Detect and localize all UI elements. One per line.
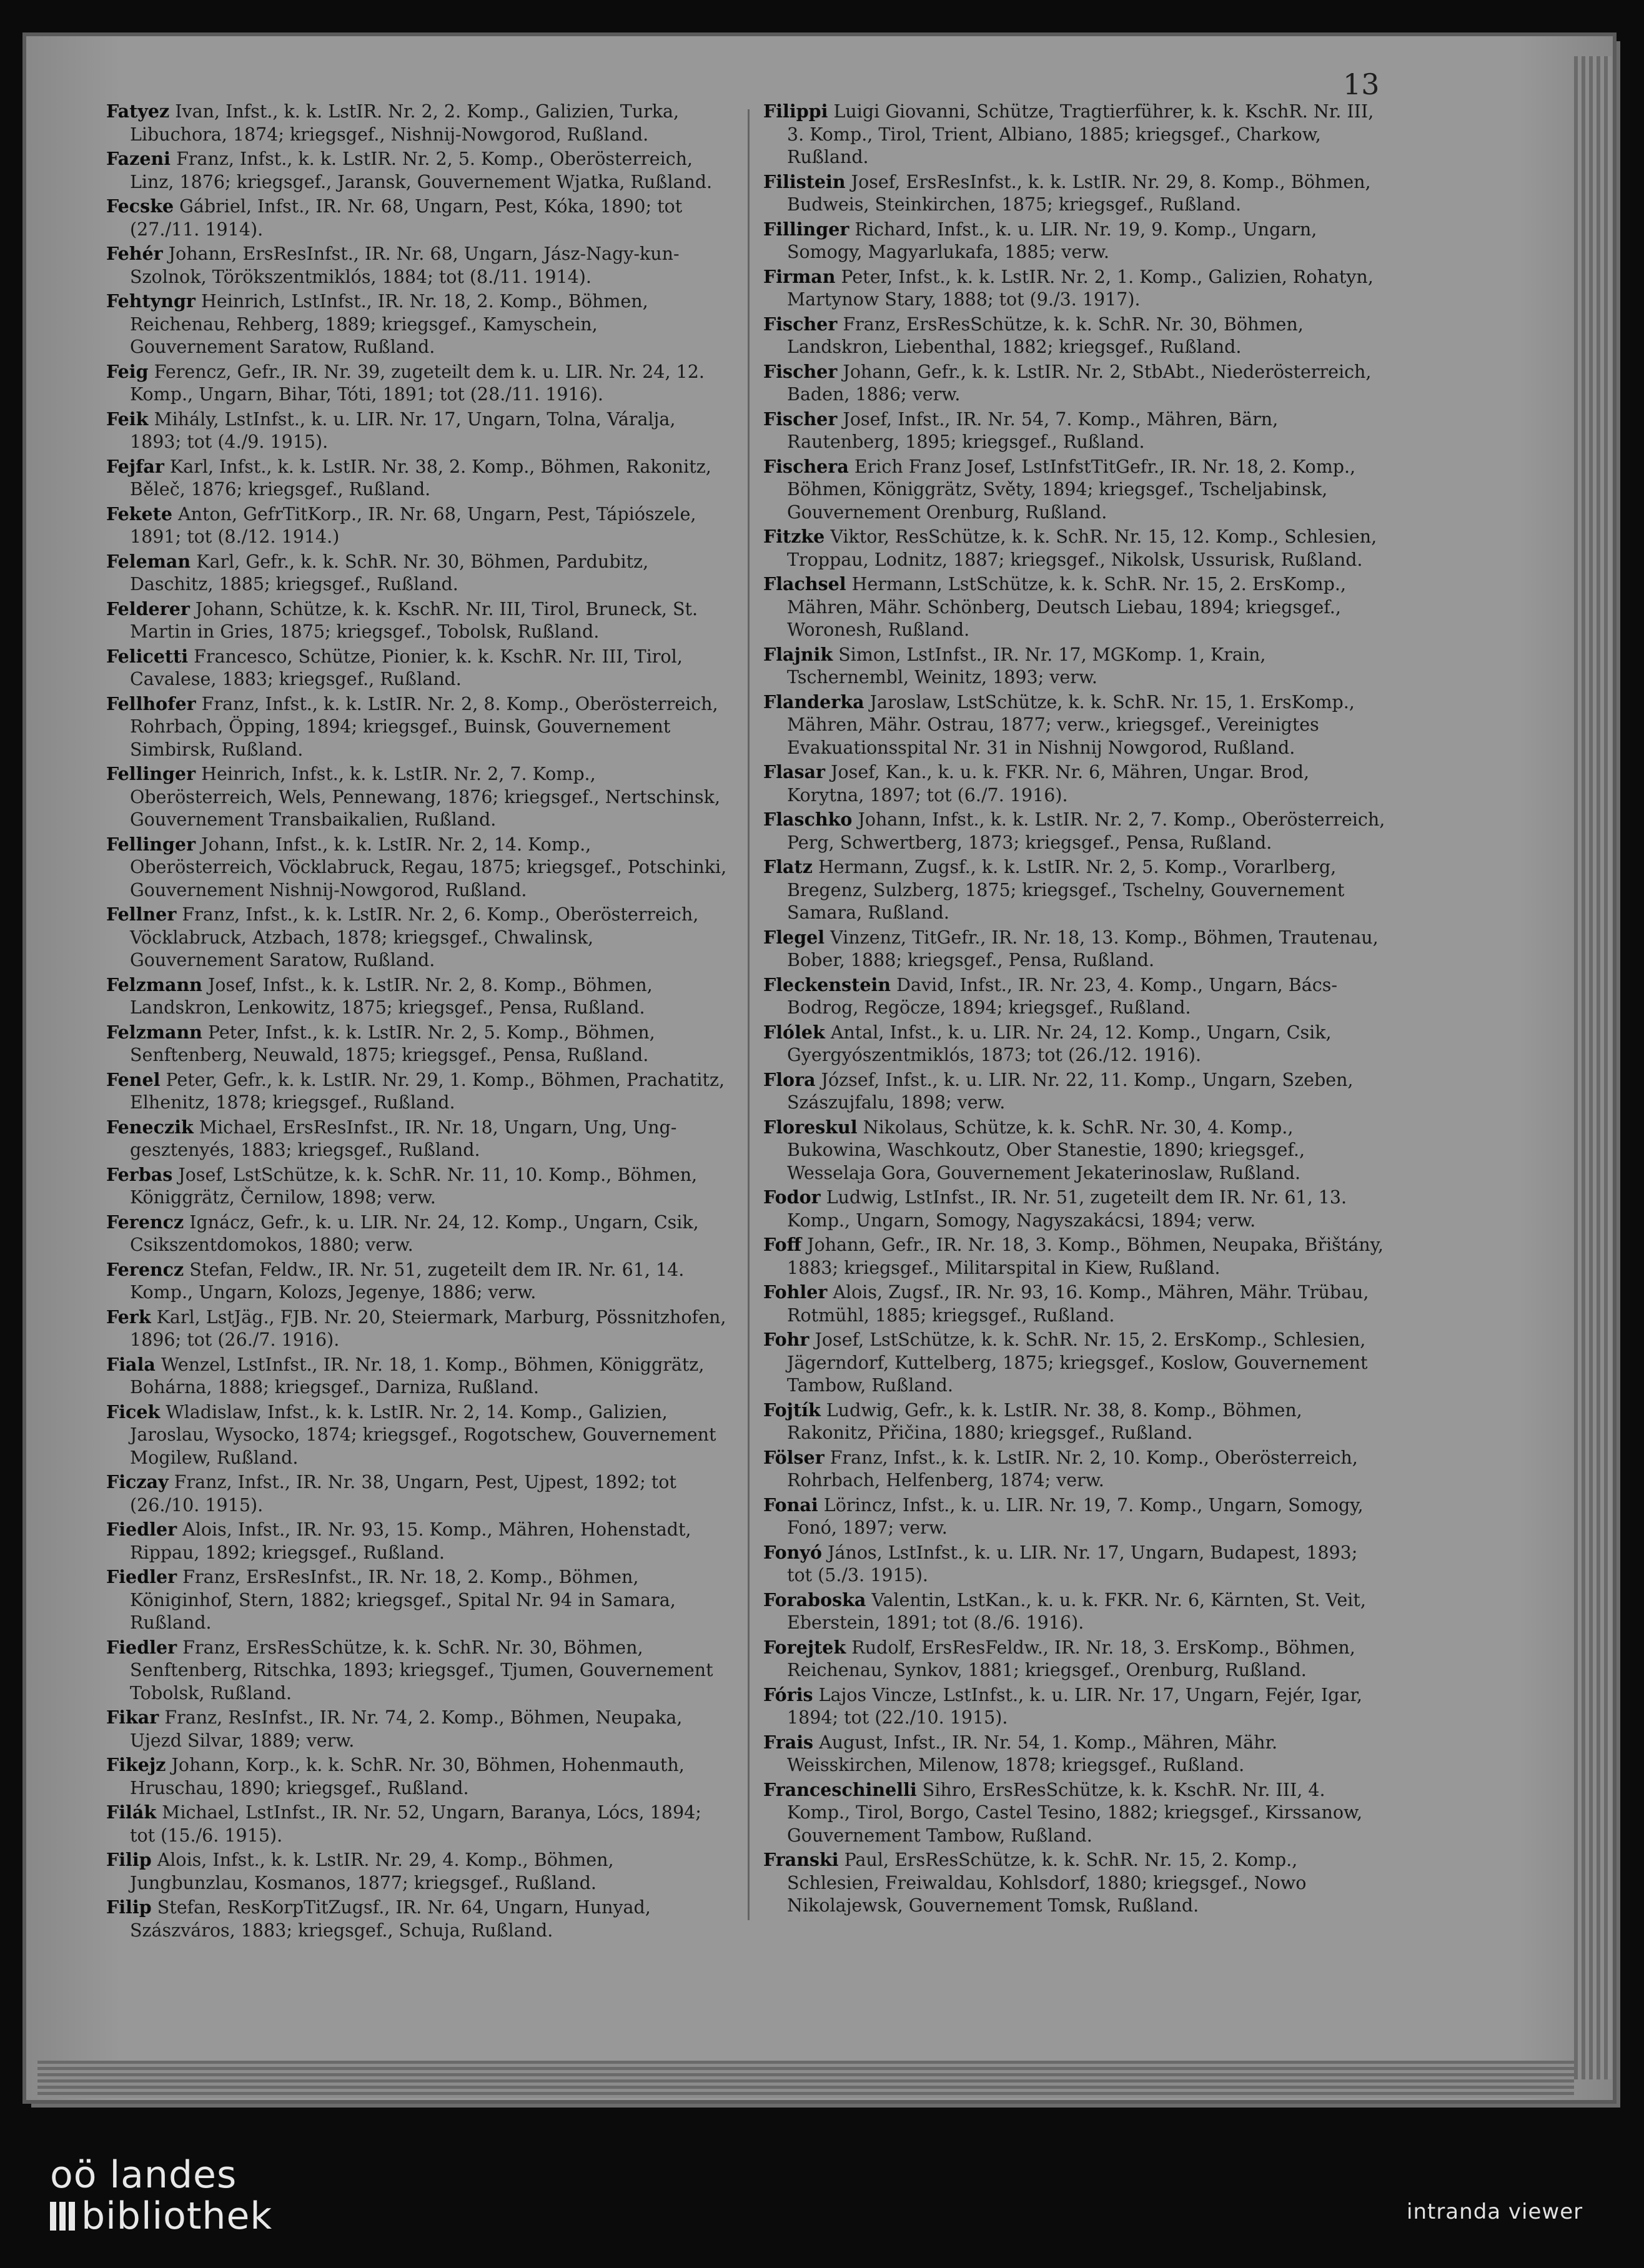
entry-details: Ludwig, LstInfst., IR. Nr. 51, zugeteilt dem IR. Nr. 61, 13. Komp., Ungarn, Somogy, Nagyszakácsi, 1894; verw. xyxy=(787,1187,1347,1231)
register-entry xyxy=(106,242,731,288)
entry-details: Alois, Infst., IR. Nr. 93, 15. Komp., Mähren, Hohenstadt, Rippau, 1892; kriegsgef., Rußland. xyxy=(130,1519,691,1563)
entry-details: Vinzenz, TitGefr., IR. Nr. 18, 13. Komp., Böhmen, Trautenau, Bober, 1888; kriegsgef., Pensa, Rußland. xyxy=(787,927,1379,970)
entry-surname: Fikar xyxy=(106,1707,159,1728)
entry-surname: Filák xyxy=(106,1802,157,1823)
entry-surname: Fischera xyxy=(763,455,849,477)
register-entry xyxy=(106,100,731,146)
entry-details: Franz, Infst., k. k. LstIR. Nr. 2, 6. Komp., Oberösterreich, Vöcklabruck, Atzbach, 1878; kriegsgef., Chwalinsk, Gouvernement Saratow, Rußland. xyxy=(130,904,699,970)
register-entry xyxy=(763,1731,1388,1777)
register-entry xyxy=(106,1801,731,1847)
entry-details: Alois, Zugsf., IR. Nr. 93, 16. Komp., Mähren, Mähr. Trübau, Rotmühl, 1885; kriegsgef., Rußland. xyxy=(787,1282,1369,1326)
register-entry xyxy=(763,1778,1388,1848)
register-entry xyxy=(106,195,731,241)
entry-details: Franz, ErsResInfst., IR. Nr. 18, 2. Komp., Böhmen, Königinhof, Stern, 1882; kriegsgef., Spital Nr. 94 in Samara, Rußland. xyxy=(130,1567,676,1633)
entry-surname: Feneczik xyxy=(106,1116,194,1138)
register-entry xyxy=(106,1353,731,1399)
entry-details: Ignácz, Gefr., k. u. LIR. Nr. 24, 12. Komp., Ungarn, Csik, Csikszentdomokos, 1880; verw. xyxy=(130,1211,699,1255)
register-entry xyxy=(106,1068,731,1115)
page-stack-edge xyxy=(1574,56,1612,2079)
register-entry xyxy=(763,360,1388,407)
entry-surname: Floreskul xyxy=(763,1116,858,1138)
register-entry xyxy=(763,218,1388,264)
entry-details: Sihro, ErsResSchütze, k. k. KschR. Nr. III, 4. Komp., Tirol, Borgo, Castel Tesino, 1882; kriegsgef., Kirssanow, Gouvernement Tambow, Rußland. xyxy=(787,1779,1363,1846)
entry-details: Gábriel, Infst., IR. Nr. 68, Ungarn, Pest, Kóka, 1890; tot (27./11. 1914). xyxy=(130,196,683,240)
entry-surname: Filistein xyxy=(763,170,846,192)
entry-surname: Firman xyxy=(763,265,836,287)
entry-surname: Fölser xyxy=(763,1446,824,1468)
entry-surname: Fohler xyxy=(763,1281,828,1303)
logo-text-line2: bibliothek xyxy=(81,2194,273,2238)
register-entry xyxy=(763,1541,1388,1587)
register-entry xyxy=(106,1896,731,1942)
entry-surname: Franceschinelli xyxy=(763,1778,917,1800)
register-entry xyxy=(763,1684,1388,1730)
entry-details: Johann, Schütze, k. k. KschR. Nr. III, Tirol, Bruneck, St. Martin in Gries, 1875; kriegsgef., Tobolsk, Rußland. xyxy=(130,598,698,642)
entry-surname: Feig xyxy=(106,360,149,382)
entry-surname: Fischer xyxy=(763,408,838,430)
entry-surname: Fiedler xyxy=(106,1636,177,1658)
entry-surname: Fenel xyxy=(106,1068,161,1090)
entry-surname: Fonyó xyxy=(763,1541,822,1563)
register-entry xyxy=(106,1163,731,1210)
entry-surname: Flanderka xyxy=(763,691,864,712)
entry-details: Luigi Giovanni, Schütze, Tragtierführer, k. k. KschR. Nr. III, 3. Komp., Tirol, Trient, Albiano, 1885; kriegsgef., Charkow, Rußland. xyxy=(787,101,1374,167)
viewer-label: intranda viewer xyxy=(1407,2199,1583,2224)
entry-surname: Ficzay xyxy=(106,1471,169,1492)
register-entry xyxy=(763,761,1388,807)
register-entry xyxy=(763,1328,1388,1398)
logo-bars-icon xyxy=(50,2202,75,2231)
left-column xyxy=(106,100,731,1943)
register-entry xyxy=(106,974,731,1020)
entry-details: Lajos Vincze, LstInfst., k. u. LIR. Nr. 17, Ungarn, Fejér, Igar, 1894; tot (22./10. 1915). xyxy=(787,1684,1362,1728)
register-entry xyxy=(763,1186,1388,1232)
logo-text-line2-wrap xyxy=(50,2196,272,2237)
entry-surname: Fiedler xyxy=(106,1519,177,1540)
register-entry xyxy=(763,808,1388,854)
register-entry xyxy=(763,926,1388,972)
register-entry xyxy=(106,833,731,902)
register-entry xyxy=(106,1471,731,1517)
entry-surname: Fehtyngr xyxy=(106,290,196,312)
entry-details: Ferencz, Gefr., IR. Nr. 39, zugeteilt dem k. u. LIR. Nr. 24, 12. Komp., Ungarn, Bihar, Tóti, 1891; tot (28./11. 1916). xyxy=(130,361,705,405)
register-entry xyxy=(106,1306,731,1352)
entry-surname: Fohr xyxy=(763,1329,810,1350)
entry-details: Valentin, LstKan., k. u. k. FKR. Nr. 6, Kärnten, St. Veit, Eberstein, 1891; tot (8./6. 1916). xyxy=(787,1589,1366,1633)
entry-details: Heinrich, Infst., k. k. LstIR. Nr. 2, 7. Komp., Oberösterreich, Wels, Pennewang, 1876; kriegsgef., Nertschinsk, Gouvernement Transbaikalien, Rußland. xyxy=(130,764,721,830)
register-entry xyxy=(763,100,1388,169)
register-entry xyxy=(106,903,731,972)
right-column xyxy=(763,100,1388,1919)
entry-details: Stefan, Feldw., IR. Nr. 51, zugeteilt dem IR. Nr. 61, 14. Komp., Ungarn, Kolozs, Jegenye, 1886; verw. xyxy=(130,1259,685,1303)
page-bottom-edge xyxy=(37,2061,1574,2098)
register-entry xyxy=(763,855,1388,925)
entry-details: Karl, Infst., k. k. LstIR. Nr. 38, 2. Komp., Böhmen, Rakonitz, Běleč, 1876; kriegsgef., Rußland. xyxy=(130,456,711,500)
entry-details: Heinrich, LstInfst., IR. Nr. 18, 2. Komp., Böhmen, Reichenau, Rehberg, 1889; kriegsgef., Kamyschein, Gouvernement Saratow, Rußland. xyxy=(130,291,648,357)
entry-surname: Fellinger xyxy=(106,763,196,784)
entry-surname: Fiedler xyxy=(106,1566,177,1587)
entry-surname: Ferk xyxy=(106,1306,151,1328)
entry-surname: Filippi xyxy=(763,101,828,122)
register-entry xyxy=(763,525,1388,571)
register-entry xyxy=(763,1494,1388,1540)
entry-surname: Felicetti xyxy=(106,645,189,667)
entry-details: Johann, Gefr., IR. Nr. 18, 3. Komp., Böhmen, Neupaka, Břištány, 1883; kriegsgef., Militarspital in Kiew, Rußland. xyxy=(787,1235,1384,1278)
entry-surname: Fonai xyxy=(763,1494,818,1516)
register-entry xyxy=(763,313,1388,359)
entry-details: David, Infst., IR. Nr. 23, 4. Komp., Ungarn, Bács-Bodrog, Regöcze, 1894; kriegsgef., Rußland. xyxy=(787,974,1337,1018)
register-entry xyxy=(106,1116,731,1162)
entry-surname: Frais xyxy=(763,1731,814,1753)
entry-details: Franz, Infst., k. k. LstIR. Nr. 2, 10. Komp., Oberösterreich, Rohrbach, Helfenberg, 1874; verw. xyxy=(787,1447,1358,1491)
register-entry xyxy=(763,455,1388,525)
entry-surname: Fellner xyxy=(106,904,177,925)
entry-details: Paul, ErsResSchütze, k. k. SchR. Nr. 15, 2. Komp., Schlesien, Freiwaldau, Kohlsdorf, 1880; kriegsgef., Nowo Nikolajewsk, Gouvernement Tomsk, Rußland. xyxy=(787,1850,1307,1916)
register-entry xyxy=(106,762,731,832)
entry-details: Viktor, ResSchütze, k. k. SchR. Nr. 15, 12. Komp., Schlesien, Troppau, Lodnitz, 1887; kriegsgef., Nikolsk, Ussurisk, Rußland. xyxy=(787,526,1377,570)
entry-surname: Flólek xyxy=(763,1021,825,1043)
entry-details: Franz, Infst., IR. Nr. 38, Ungarn, Pest, Ujpest, 1892; tot (26./10. 1915). xyxy=(130,1472,676,1516)
logo-text-line1: oö landes xyxy=(50,2153,237,2197)
entry-details: Stefan, ResKorpTitZugsf., IR. Nr. 64, Ungarn, Hunyad, Szászváros, 1883; kriegsgef., Schuja, Rußland. xyxy=(130,1897,651,1941)
entry-surname: Fillinger xyxy=(763,218,849,240)
entry-details: Peter, Infst., k. k. LstIR. Nr. 2, 5. Komp., Böhmen, Senftenberg, Neuwald, 1875; kriegsgef., Pensa, Rußland. xyxy=(130,1022,655,1065)
library-logo[interactable] xyxy=(50,2154,272,2237)
entry-surname: Flaschko xyxy=(763,809,853,830)
entry-surname: Fóris xyxy=(763,1684,813,1705)
entry-details: Josef, LstSchütze, k. k. SchR. Nr. 15, 2. ErsKomp., Schlesien, Jägerndorf, Kuttelberg, 1875; kriegsgef., Koslow, Gouvernement Tambow, Rußland. xyxy=(787,1329,1368,1396)
entry-details: Ludwig, Gefr., k. k. LstIR. Nr. 38, 8. Komp., Böhmen, Rakonitz, Přičina, 1880; kriegsgef., Rußland. xyxy=(787,1399,1302,1443)
register-entry xyxy=(106,645,731,691)
entry-surname: Felzmann xyxy=(106,1021,202,1043)
entry-surname: Fekete xyxy=(106,503,172,525)
entry-surname: Filip xyxy=(106,1849,152,1870)
entry-surname: Fleckenstein xyxy=(763,974,891,995)
entry-details: Francesco, Schütze, Pionier, k. k. KschR. Nr. III, Tirol, Cavalese, 1883; kriegsgef., Rußland. xyxy=(130,646,683,689)
entry-details: Hermann, Zugsf., k. k. LstIR. Nr. 2, 5. Komp., Vorarlberg, Bregenz, Sulzberg, 1875; kriegsgef., Tschelny, Gouvernement Samara, Rußland. xyxy=(787,857,1345,923)
entry-details: Josef, Infst., IR. Nr. 54, 7. Komp., Mähren, Bärn, Rautenberg, 1895; kriegsgef., Rußland. xyxy=(787,408,1279,452)
entry-details: Josef, LstSchütze, k. k. SchR. Nr. 11, 10. Komp., Böhmen, Königgrätz, Černilow, 1898; verw. xyxy=(130,1164,698,1208)
entry-surname: Fatyez xyxy=(106,101,170,122)
entry-surname: Ferbas xyxy=(106,1163,173,1185)
entry-details: János, LstInfst., k. u. LIR. Nr. 17, Ungarn, Budapest, 1893; tot (5./3. 1915). xyxy=(787,1542,1358,1585)
entry-surname: Fikejz xyxy=(106,1754,166,1775)
entry-surname: Fitzke xyxy=(763,526,825,547)
register-entry xyxy=(763,1116,1388,1185)
register-entry xyxy=(106,693,731,762)
register-entry xyxy=(763,1589,1388,1635)
register-entry xyxy=(106,408,731,454)
entry-surname: Fiala xyxy=(106,1353,156,1375)
entry-details: Nikolaus, Schütze, k. k. SchR. Nr. 30, 4. Komp., Bukowina, Waschkoutz, Ober Stanestie, 1890; kriegsgef., Wesselaja Gora, Gouvernement Jekaterinoslaw, Rußland. xyxy=(787,1117,1305,1183)
entry-details: Johann, Korp., k. k. SchR. Nr. 30, Böhmen, Hohenmauth, Hruschau, 1890; kriegsgef., Rußland. xyxy=(130,1755,685,1798)
column-divider xyxy=(748,109,750,1920)
register-entry xyxy=(106,598,731,644)
entry-details: Johann, ErsResInfst., IR. Nr. 68, Ungarn, Jász-Nagy-kun-Szolnok, Törökszentmiklós, 1884; tot (8./11. 1914). xyxy=(130,244,680,287)
entry-surname: Fojtík xyxy=(763,1399,821,1421)
entry-details: Antal, Infst., k. u. LIR. Nr. 24, 12. Komp., Ungarn, Csik, Gyergyószentmiklós, 1873; tot (26./12. 1916). xyxy=(787,1022,1332,1065)
entry-surname: Filip xyxy=(106,1896,152,1918)
register-entry xyxy=(763,1399,1388,1445)
register-entry xyxy=(763,1021,1388,1067)
register-entry xyxy=(763,573,1388,642)
entry-surname: Flora xyxy=(763,1068,816,1090)
register-entry xyxy=(106,1021,731,1067)
register-entry xyxy=(763,170,1388,217)
register-entry xyxy=(106,1565,731,1635)
register-entry xyxy=(106,1401,731,1470)
register-entry xyxy=(106,1753,731,1800)
entry-details: Franz, ErsResSchütze, k. k. SchR. Nr. 30, Böhmen, Senftenberg, Ritschka, 1893; kriegsgef., Tjumen, Gouvernement Tobolsk, Rußland. xyxy=(130,1637,713,1703)
register-entry xyxy=(763,1233,1388,1279)
entry-surname: Feleman xyxy=(106,550,191,572)
entry-surname: Fecske xyxy=(106,195,174,217)
entry-details: Simon, LstInfst., IR. Nr. 17, MGKomp. 1, Krain, Tschernembl, Weinitz, 1893; verw. xyxy=(787,644,1266,688)
register-entry xyxy=(106,1258,731,1304)
entry-details: Franz, ErsResSchütze, k. k. SchR. Nr. 30, Böhmen, Landskron, Liebenthal, 1882; kriegsgef., Rußland. xyxy=(787,313,1304,357)
entry-details: Franz, ResInfst., IR. Nr. 74, 2. Komp., Böhmen, Neupaka, Ujezd Silvar, 1889; verw. xyxy=(130,1707,683,1751)
register-entry xyxy=(106,360,731,407)
entry-surname: Foff xyxy=(763,1234,802,1255)
register-entry xyxy=(106,1636,731,1705)
entry-details: August, Infst., IR. Nr. 54, 1. Komp., Mähren, Mähr. Weisskirchen, Milenow, 1878; kriegsgef., Rußland. xyxy=(787,1732,1278,1775)
entry-details: Peter, Gefr., k. k. LstIR. Nr. 29, 1. Komp., Böhmen, Prachatitz, Elhenitz, 1878; kriegsgef., Rußland. xyxy=(130,1069,725,1113)
register-entry xyxy=(763,408,1388,454)
entry-details: Mihály, LstInfst., k. u. LIR. Nr. 17, Ungarn, Tolna, Váralja, 1893; tot (4./9. 1915). xyxy=(130,408,676,452)
register-entry xyxy=(763,974,1388,1020)
entry-surname: Fischer xyxy=(763,360,838,382)
entry-details: Lörincz, Infst., k. u. LIR. Nr. 19, 7. Komp., Ungarn, Somogy, Fonó, 1897; verw. xyxy=(787,1494,1364,1538)
register-entry xyxy=(763,643,1388,689)
entry-details: Ivan, Infst., k. k. LstIR. Nr. 2, 2. Komp., Galizien, Turka, Libuchora, 1874; kriegsgef., Nishnij-Nowgorod, Rußland. xyxy=(130,101,680,145)
register-entry xyxy=(106,455,731,501)
entry-details: Josef, ErsResInfst., k. k. LstIR. Nr. 29, 8. Komp., Böhmen, Budweis, Steinkirchen, 1875; kriegsgef., Rußland. xyxy=(787,171,1371,215)
entry-surname: Forejtek xyxy=(763,1636,846,1658)
entry-surname: Flatz xyxy=(763,856,813,877)
entry-details: Johann, Infst., k. k. LstIR. Nr. 2, 7. Komp., Oberösterreich, Perg, Schwertberg, 1873; kriegsgef., Pensa, Rußland. xyxy=(787,809,1385,853)
entry-surname: Foraboska xyxy=(763,1589,866,1610)
register-entry xyxy=(763,1068,1388,1115)
register-entry xyxy=(763,1446,1388,1492)
entry-details: Karl, LstJäg., FJB. Nr. 20, Steiermark, Marburg, Pössnitzhofen, 1896; tot (26./7. 1916). xyxy=(130,1306,726,1350)
register-entry xyxy=(106,503,731,549)
entry-details: Wenzel, LstInfst., IR. Nr. 18, 1. Komp., Böhmen, Königgrätz, Bohárna, 1888; kriegsgef., Darniza, Rußland. xyxy=(130,1354,705,1398)
entry-details: Anton, GefrTitKorp., IR. Nr. 68, Ungarn, Pest, Tápiószele, 1891; tot (8./12. 1914.) xyxy=(130,503,696,547)
entry-details: Erich Franz Josef, LstInfstTitGefr., IR. Nr. 18, 2. Komp., Böhmen, Königgrätz, Světy, 1894; kriegsgef., Tscheljabinsk, Gouvernement Orenburg, Rußland. xyxy=(787,456,1356,523)
entry-details: Johann, Gefr., k. k. LstIR. Nr. 2, StbAbt., Niederösterreich, Baden, 1886; verw. xyxy=(787,361,1372,405)
entry-surname: Flajnik xyxy=(763,643,833,665)
register-entry xyxy=(106,290,731,359)
register-entry xyxy=(106,1706,731,1752)
entry-details: Rudolf, ErsResFeldw., IR. Nr. 18, 3. ErsKomp., Böhmen, Reichenau, Synkov, 1881; kriegsgef., Orenburg, Rußland. xyxy=(787,1637,1355,1680)
register-entry xyxy=(106,1211,731,1257)
entry-surname: Flachsel xyxy=(763,573,846,594)
entry-details: Hermann, LstSchütze, k. k. SchR. Nr. 15, 2. ErsKomp., Mähren, Mähr. Schönberg, Deutsch Liebau, 1894; kriegsgef., Woronesh, Rußland. xyxy=(787,574,1347,640)
entry-details: Josef, Infst., k. k. LstIR. Nr. 2, 8. Komp., Böhmen, Landskron, Lenkowitz, 1875; kriegsgef., Pensa, Rußland. xyxy=(130,974,653,1018)
entry-details: Alois, Infst., k. k. LstIR. Nr. 29, 4. Komp., Böhmen, Jungbunzlau, Kosmanos, 1877; kriegsgef., Rußland. xyxy=(130,1850,614,1893)
entry-surname: Fischer xyxy=(763,313,838,335)
entry-surname: Ficek xyxy=(106,1401,161,1422)
entry-surname: Fodor xyxy=(763,1186,821,1208)
entry-surname: Felderer xyxy=(106,598,190,619)
entry-details: Josef, Kan., k. u. k. FKR. Nr. 6, Mähren, Ungar. Brod, Korytna, 1897; tot (6./7. 1916). xyxy=(787,762,1310,806)
entry-details: Richard, Infst., k. u. LIR. Nr. 19, 9. Komp., Ungarn, Somogy, Magyarlukafa, 1885; verw. xyxy=(787,219,1317,262)
entry-details: Karl, Gefr., k. k. SchR. Nr. 30, Böhmen, Pardubitz, Daschitz, 1885; kriegsgef., Rußland. xyxy=(130,551,649,594)
entry-details: Franz, Infst., k. k. LstIR. Nr. 2, 5. Komp., Oberösterreich, Linz, 1876; kriegsgef., Jaransk, Gouvernement Wjatka, Rußland. xyxy=(130,149,713,192)
entry-surname: Feik xyxy=(106,408,149,430)
entry-surname: Fellhofer xyxy=(106,693,196,714)
register-entry xyxy=(763,1281,1388,1327)
register-entry xyxy=(763,691,1388,760)
entry-details: Michael, ErsResInfst., IR. Nr. 18, Ungarn, Ung, Ung-gesztenyés, 1883; kriegsgef., Rußland. xyxy=(130,1117,677,1160)
entry-details: József, Infst., k. u. LIR. Nr. 22, 11. Komp., Ungarn, Szeben, Szászujfalu, 1898; verw. xyxy=(787,1069,1354,1113)
entry-surname: Franski xyxy=(763,1849,839,1870)
entry-surname: Felzmann xyxy=(106,974,202,995)
register-entry xyxy=(106,1518,731,1564)
register-entry xyxy=(106,550,731,596)
page-number: 13 xyxy=(1343,67,1380,101)
register-entry xyxy=(763,265,1388,312)
entry-details: Peter, Infst., k. k. LstIR. Nr. 2, 1. Komp., Galizien, Rohatyn, Martynow Stary, 1888; tot (9./3. 1917). xyxy=(787,266,1374,310)
entry-surname: Fehér xyxy=(106,243,163,264)
entry-surname: Flasar xyxy=(763,761,826,782)
register-entry xyxy=(763,1848,1388,1918)
entry-details: Michael, LstInfst., IR. Nr. 52, Ungarn, Baranya, Lócs, 1894; tot (15./6. 1915). xyxy=(130,1802,701,1846)
entry-surname: Ferencz xyxy=(106,1258,184,1280)
entry-details: Wladislaw, Infst., k. k. LstIR. Nr. 2, 14. Komp., Galizien, Jaroslau, Wysocko, 1874; kriegsgef., Rogotschew, Gouvernement Mogilew, Rußland. xyxy=(130,1401,716,1468)
entry-details: Jaroslaw, LstSchütze, k. k. SchR. Nr. 15, 1. ErsKomp., Mähren, Mähr. Ostrau, 1877; verw., kriegsgef., Vereinigtes Evakuationsspital Nr. 31 in Nishnij Nowgorod, Rußland. xyxy=(787,691,1355,758)
entry-details: Johann, Infst., k. k. LstIR. Nr. 2, 14. Komp., Oberösterreich, Vöcklabruck, Regau, 1875; kriegsgef., Potschinki, Gouvernement Nishnij-Nowgorod, Rußland. xyxy=(130,834,727,900)
entry-surname: Fellinger xyxy=(106,833,196,855)
register-entry xyxy=(763,1636,1388,1682)
entry-surname: Fazeni xyxy=(106,148,171,169)
register-entry xyxy=(106,1848,731,1895)
register-entry xyxy=(106,147,731,194)
entry-details: Franz, Infst., k. k. LstIR. Nr. 2, 8. Komp., Oberösterreich, Rohrbach, Öpping, 1894; kriegsgef., Buinsk, Gouvernement Simbirsk, Rußland. xyxy=(130,693,718,760)
entry-surname: Flegel xyxy=(763,926,825,948)
entry-surname: Ferencz xyxy=(106,1211,184,1233)
entry-surname: Fejfar xyxy=(106,455,164,477)
